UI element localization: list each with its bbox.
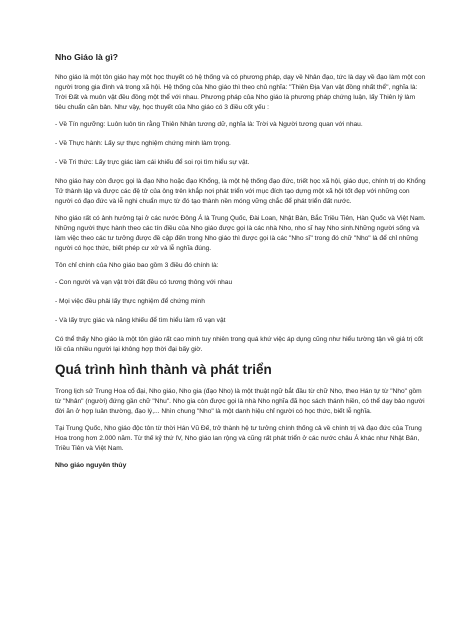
subheading: Nho giáo nguyên thủy [55,462,127,469]
definition-paragraph: Nho giáo hay còn được gọi là đạo Nho hoặc đạo Khổng, là một hệ thống đạo đức, triết học xã hội, giáo dục, chính trị do Khổng Tử thành lập và được các đệ tử của ông trên khắp nơi phát triển với mục đích tạo dựng một xã hội tốt đẹp với những con người có đạo đức và lễ nghi chuẩn mực từ đó tạo thành nền móng vững chắc để phát triển đất nước. [55,178,426,205]
conclusion-paragraph: Có thể thấy Nho giáo là một tôn giáo rất cao minh tuy nhiên trong quá khứ việc áp dụng cũng như hiểu tường tận về giá trị cốt lõi của nhiều người lại không hợp thời đại bấy giờ. [55,336,423,353]
tenets-intro: Tôn chỉ chính của Nho giáo bao gồm 3 điều đó chính là: [55,262,219,269]
influence-paragraph: Nho giáo rất có ảnh hưởng tại ở các nước Đông Á là Trung Quốc, Đài Loan, Nhật Bản, Bắc Triều Tiên, Hàn Quốc và Việt Nam. Những người thực hành theo các tín điều của Nho giáo được gọi là các nhà Nho, nho sĩ hay Nho sinh.Những người sống và làm việc theo các tư tưởng được đề cập đến trong Nho giáo thì được gọi là các "Nho sĩ" trong đó chữ "Nho" là để chỉ những người có học thức, biết phép cư xử và lễ nghĩa đúng. [55,215,426,252]
intro-paragraph: Nho giáo là một tôn giáo hay một học thuyết có hệ thống và có phương pháp, dạy về Nhân đạo, tức là dạy về đạo làm một con người trong gia đình và trong xã hội. Hệ thống của Nho giáo thì theo chủ nghĩa: "Thiên Địa Vạn vật đồng nhất thể", nghĩa là: Trời Đất và muôn vật đều đồng một thể với nhau. Phương pháp của Nho giáo là phương pháp chứng luận, lấy Thiên lý làm tiêu chuẩn căn bản. Như vậy, học thuyết của Nho giáo có 3 điều cốt yếu : [55,74,426,111]
document-title: Nho Giáo là gì? [55,52,119,62]
tenet-item: - Con người và vạn vật trời đất đều có tương thông với nhau [55,279,233,286]
core-point-belief: - Về Tín ngưỡng: Luôn luôn tin rằng Thiên Nhân tương dữ, nghĩa là: Trời và Người tương quan với nhau. [55,121,363,128]
china-paragraph: Tại Trung Quốc, Nho giáo độc tôn từ thời Hán Vũ Đế, trở thành hệ tư tưởng chính thống cả về chính trị và đạo đức của Trung Hoa trong hơn 2.000 năm. Từ thế kỷ thứ IV, Nho giáo lan rộng và cũng rất phát triển ở các nước châu Á khác như Nhật Bản, Triều Tiên và Việt Nam. [55,425,422,452]
tenet-item: - Và lấy trực giác và năng khiếu để tìm hiểu làm rõ vạn vật [55,317,226,324]
core-point-knowledge: - Về Tri thức: Lấy trực giác làm cái khiếu để soi rọi tìm hiểu sự vật. [55,159,250,166]
document-page [55,52,427,471]
section-heading: Quá trình hình thành và phát triển [55,362,272,377]
tenet-item: - Mọi việc đều phải lấy thực nghiệm để chứng minh [55,298,205,305]
history-paragraph: Trong lịch sử Trung Hoa cổ đại, Nho giáo, Nho gia (đạo Nho) là một thuật ngữ bắt đầu từ chữ Nho, theo Hán tự từ "Nho" gồm từ "Nhân" (người) đứng gần chữ "Nhu". Nho gia còn được gọi là nhà Nho nghĩa đã học sách thánh hiền, có thể dạy bảo người đời ăn ở hợp luân thường, đạo lý,... Nhìn chung "Nho" là một danh hiệu chỉ người có học thức, biết lễ nghĩa. [55,388,425,415]
core-point-practice: - Về Thực hành: Lấy sự thực nghiệm chứng minh làm trọng. [55,140,231,147]
